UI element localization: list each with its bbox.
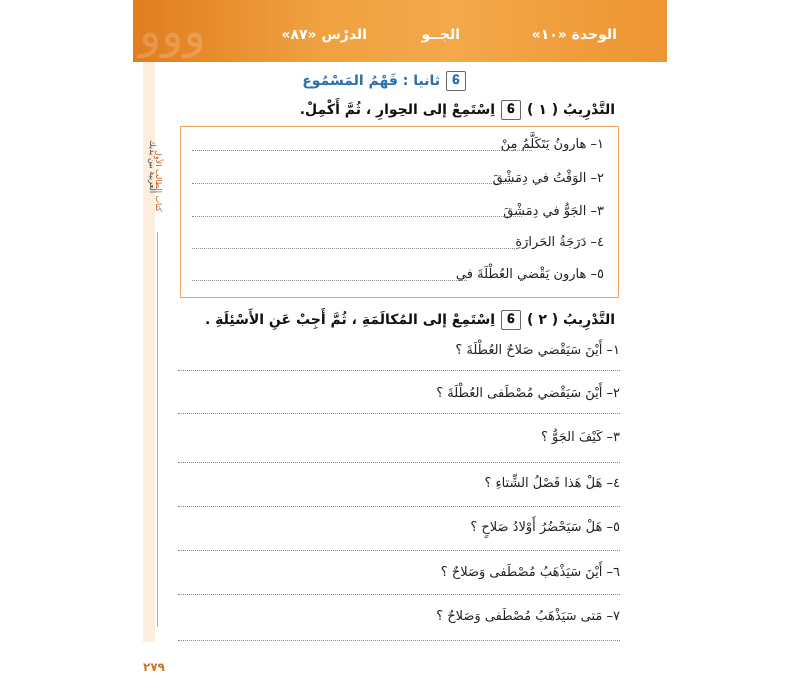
exercise1-instruction: اِسْتَمِعْ إلى الحِوارِ ، ثُمَّ أَكْمِلْ. xyxy=(299,102,496,118)
exercise2-title: التَّدْرِيبُ ( ٢ ) xyxy=(527,312,615,328)
answer-line[interactable] xyxy=(178,640,620,641)
exercise2-item: ٣– كَيْفَ الجَوُّ ؟ xyxy=(540,430,620,445)
exercise1-item: ٥– هارون يَقْضي العُطْلَةَ في xyxy=(455,267,604,282)
topic-label: الجــو xyxy=(421,27,460,43)
ear-icon: 𝟔 xyxy=(446,71,466,91)
exercise1-item: ١– هارونُ يَتَكَلَّمُ مِنْ xyxy=(500,137,604,152)
decorative-pattern: ﻭﻭﻭ xyxy=(139,4,206,58)
ear-icon: 𝟔 xyxy=(501,310,521,330)
exercise2-item: ٥– هَلْ سَيَحْضُرُ أَوْلادُ صَلاحٍ ؟ xyxy=(470,520,620,535)
section-title xyxy=(302,71,472,91)
page-number: ٢٧٩ xyxy=(143,660,165,674)
answer-line[interactable] xyxy=(178,550,620,551)
answer-line[interactable] xyxy=(178,462,620,463)
exercise2-item: ١– أَيْنَ سَيَقْضي صَلاحٌ العُطْلَةَ ؟ xyxy=(455,343,620,358)
ear-icon: 𝟔 xyxy=(501,100,521,120)
exercise2-item: ٦– أَيْنَ سَيَذْهَبُ مُصْطَفى وَصَلاحٌ ؟ xyxy=(440,565,620,580)
exercise2-item: ٢– أَيْنَ سَيَقْضي مُصْطَفى العُطْلَةَ ؟ xyxy=(436,386,620,401)
section-title-text: ثانيا : فَهْمُ المَسْمُوع xyxy=(302,73,440,89)
exercise2-item: ٤– هَلْ هَذا فَصْلُ الشِّتاءِ ؟ xyxy=(484,476,620,491)
answer-line[interactable] xyxy=(178,370,620,371)
side-divider xyxy=(157,232,158,627)
answer-line[interactable] xyxy=(178,413,620,414)
answer-line[interactable] xyxy=(192,248,517,249)
exercise1-heading xyxy=(300,100,615,120)
exercise1-item: ٢– الوَقْتُ في دِمَشْقَ xyxy=(492,171,604,186)
lesson-label: الدرْس «٨٧» xyxy=(281,27,367,43)
answer-line[interactable] xyxy=(192,183,512,184)
answer-line[interactable] xyxy=(192,280,467,281)
answer-line[interactable] xyxy=(192,216,522,217)
answer-line[interactable] xyxy=(178,594,620,595)
exercise2-instruction: اِسْتَمِعْ إلى المُكالَمَةِ ، ثُمَّ أَجِبْ عَنِ الأَسْئِلَةِ . xyxy=(204,312,496,328)
exercise1-item: ٣– الجَوُّ في دِمَشْقَ xyxy=(503,204,604,219)
exercise2-heading xyxy=(205,310,615,330)
exercise2-item: ٧– مَتى سَيَذْهَبُ مُصْطَفى وَصَلاحٌ ؟ xyxy=(436,609,620,624)
exercise1-title: التَّدْرِيبُ ( ١ ) xyxy=(527,102,615,118)
unit-label: الوحدة «١٠» xyxy=(531,27,617,43)
exercise1-item: ٤– دَرَجَةُ الحَرارَةِ xyxy=(515,235,604,250)
book-series-label: العربية بين يديك xyxy=(148,140,157,194)
header-banner xyxy=(133,0,667,62)
answer-line[interactable] xyxy=(178,506,620,507)
book-name-label: كتاب الطالب الأول xyxy=(154,150,163,212)
answer-line[interactable] xyxy=(192,150,532,151)
